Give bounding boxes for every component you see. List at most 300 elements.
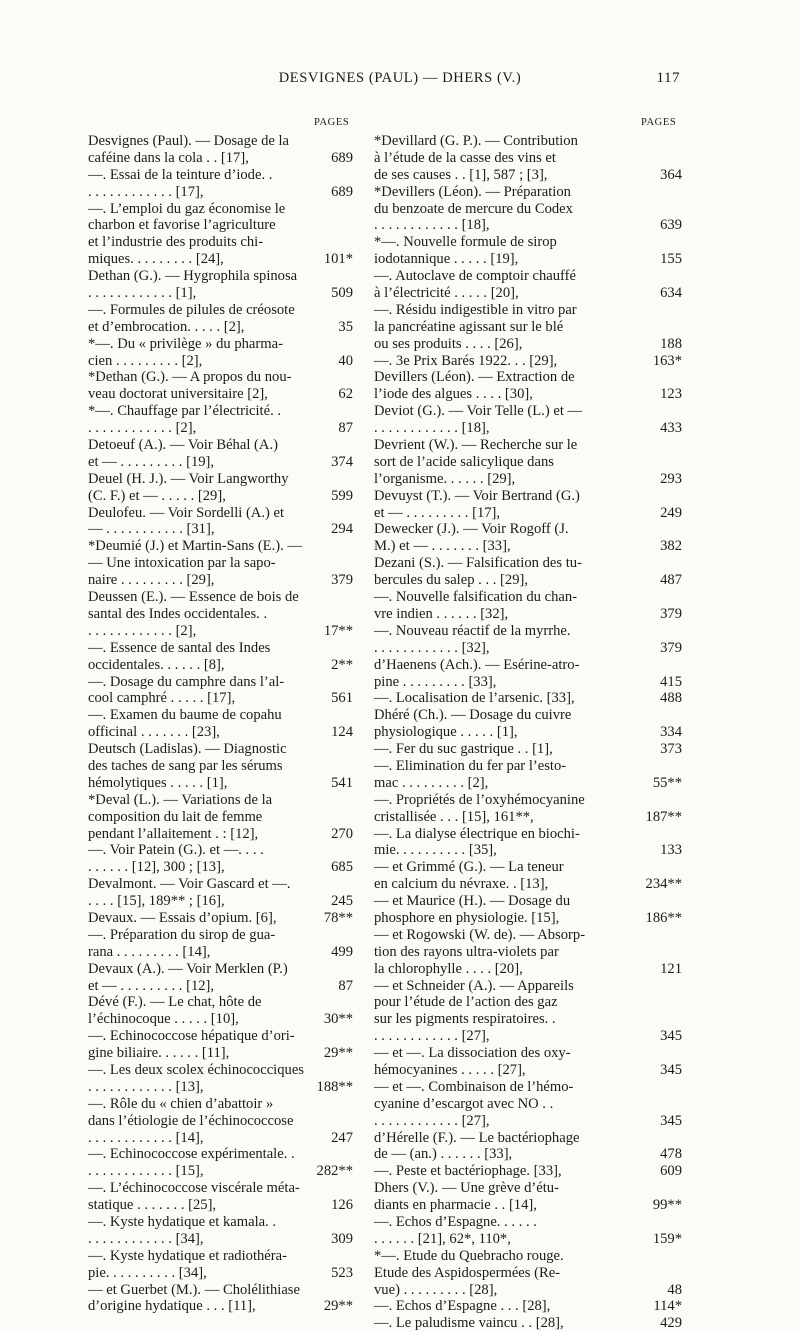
index-page-ref: 101* [323,251,353,268]
index-line [88,521,353,538]
index-page-ref: 379 [331,572,353,589]
index-entry-text: . . . . . . . . . . . . [18], [374,420,490,437]
index-entry-text: Etude des Aspidospermées (Re- [374,1264,561,1281]
index-entry-text: —. Fer du suc gastrique . . [1], [374,741,553,758]
index-entry-text: . . . . . . . . . . . . [27], [374,1028,490,1045]
index-entry-text: pour l’étude de l’action des gaz [374,994,558,1011]
index-entry-text: l’iode des algues . . . . [30], [374,386,533,403]
index-page-ref: 685 [331,859,353,876]
index-page-ref: 599 [331,487,353,504]
left-index-column [88,133,353,1315]
index-entry-text: mie. . . . . . . . . . [35], [374,842,497,859]
index-line [374,927,682,944]
index-line [88,1163,353,1180]
index-entry-text: — et —. La dissociation des oxy- [374,1045,571,1062]
index-page-ref: 373 [660,741,682,758]
index-entry-text: tion des rayons ultra-violets par [374,943,559,960]
index-page-ref: 488 [660,690,682,707]
index-entry-text: miques. . . . . . . . . [24], [88,251,224,268]
index-entry-text: . . . . . . . . . . . . [2], [88,622,197,639]
index-line [88,1265,353,1282]
index-line [88,910,353,927]
index-entry-text: —. Kyste hydatique et kamala. . [88,1214,277,1230]
index-line [374,1079,682,1096]
index-entry-text: . . . . . . [21], 62*, 110*, [374,1230,511,1247]
index-line [374,944,682,961]
index-line [374,454,682,471]
index-line [88,285,353,302]
index-page-ref: 541 [331,774,353,791]
right-index-column [374,133,682,1332]
index-line [374,217,682,234]
index-page-ref: 48 [667,1281,682,1298]
index-line [88,1028,353,1045]
index-page-ref: 87 [338,420,353,437]
index-entry-text: Devalmont. — Voir Gascard et —. [88,876,291,893]
index-entry-text: — et Rogowski (W. de). — Absorp- [374,926,586,943]
index-line [374,1214,682,1231]
index-entry-text: de ses causes . . [1], 587 ; [3], [374,166,548,183]
index-entry-text: cristallisée . . . [15], 161**, [374,808,534,825]
index-page-ref: 188 [660,335,682,352]
index-line [88,842,353,859]
index-page-ref: 2** [331,656,353,673]
index-entry-text: d’Haenens (Ach.). — Esérine-atro- [374,656,580,673]
index-entry-text: officinal . . . . . . . [23], [88,724,220,741]
index-page-ref: 99** [652,1197,682,1214]
index-page-ref: 126 [331,1197,353,1214]
index-line [374,724,682,741]
index-entry-text: . . . . . . . . . . . . [17], [88,183,204,200]
index-entry-text: Desvignes (Paul). — Dosage de la [88,133,290,149]
index-page-ref: 379 [660,639,682,656]
index-page-ref: 293 [660,470,682,487]
index-line [88,133,353,150]
index-line [88,1197,353,1214]
index-page-ref: 78** [323,909,353,926]
index-line [88,1282,353,1299]
index-line [88,589,353,606]
index-entry-text: hémolytiques . . . . . [1], [88,774,228,791]
index-line [374,978,682,995]
index-line [374,234,682,251]
index-page-ref: 364 [660,166,682,183]
index-entry-text: pendant l’allaitement . : [12], [88,825,259,842]
index-entry-text: Devaux. — Essais d’opium. [6], [88,909,277,926]
index-entry-text: —. Echos d’Espagne. . . . . . [374,1214,537,1230]
index-line [88,353,353,370]
index-page-ref: 499 [331,943,353,960]
index-line [374,674,682,691]
index-entry-text: en calcium du névraxe. . [13], [374,876,549,893]
index-entry-text: . . . . . . . . . . . . [13], [88,1078,204,1095]
index-entry-text: Dethan (G.). — Hygrophila spinosa [88,268,298,285]
index-entry-text: composition du lait de femme [88,808,263,825]
index-page-ref: 345 [660,1061,682,1078]
index-page-ref: 334 [660,724,682,741]
index-entry-text: caféine dans la cola . . [17], [88,149,249,166]
index-entry-text: gine biliaire. . . . . . [11], [88,1045,230,1062]
index-line [88,201,353,218]
index-entry-text: *—. Chauffage par l’électricité. . [88,403,282,420]
index-line [374,353,682,370]
index-entry-text: vue) . . . . . . . . . [28], [374,1281,498,1298]
index-entry-text: —. L’emploi du gaz économise le [88,200,286,217]
index-entry-text: la pancréatine agissant sur le blé [374,318,564,335]
index-entry-text: hémocyanines . . . . . [27], [374,1061,526,1078]
index-entry-text: pine . . . . . . . . . [33], [374,673,497,690]
index-entry-text: l’organisme. . . . . . [29], [374,470,516,487]
index-page-ref: 187** [645,808,682,825]
index-line [374,1045,682,1062]
index-page-ref: 124 [331,724,353,741]
index-line [374,437,682,454]
index-line [88,1062,353,1079]
index-line [88,1214,353,1231]
index-entry-text: pie. . . . . . . . . . [34], [88,1264,207,1281]
index-entry-text: bercules du salep . . . [29], [374,572,528,589]
index-line [374,690,682,707]
index-line [88,978,353,995]
index-line [374,420,682,437]
index-entry-text: . . . . . . . . . . . . [18], [374,217,490,234]
index-line [88,471,353,488]
index-page-ref: 155 [660,251,682,268]
index-line [88,386,353,403]
index-entry-text: —. Localisation de l’arsenic. [33], [374,690,575,707]
index-line [374,1062,682,1079]
index-entry-text: d’origine hydatique . . . [11], [88,1298,256,1315]
index-entry-text: rana . . . . . . . . . [14], [88,943,211,960]
index-line [374,1146,682,1163]
index-line [374,741,682,758]
index-entry-text: *—. Du « privilège » du pharma- [88,335,283,352]
index-line [88,1079,353,1096]
index-entry-text: Dhers (V.). — Une grève d’étu- [374,1180,559,1197]
index-page-ref: 17** [323,622,353,639]
index-page-ref: 249 [660,504,682,521]
index-line [88,707,353,724]
index-page-ref: 29** [323,1045,353,1062]
index-entry-text: —. 3e Prix Barés 1922. . . [29], [374,352,558,369]
index-line [374,640,682,657]
index-line [88,690,353,707]
index-line [88,555,353,572]
index-line [88,184,353,201]
index-line [88,859,353,876]
index-page-ref: 561 [331,690,353,707]
pages-label-right: PAGES [641,117,677,128]
index-line [374,1130,682,1147]
index-line [88,217,353,234]
index-entry-text: sur les pigments respiratoires. . [374,1011,556,1028]
index-line [374,792,682,809]
index-line [374,268,682,285]
index-entry-text: —. Rôle du « chien d’abattoir » [88,1095,274,1112]
index-page-ref: 429 [660,1315,682,1332]
index-entry-text: cien . . . . . . . . . [2], [88,352,203,369]
index-entry-text: d’Hérelle (F.). — Le bactériophage [374,1129,580,1146]
index-entry-text: —. Préparation du sirop de gua- [88,926,276,943]
index-page-ref: 133 [660,842,682,859]
index-entry-text: cool camphré . . . . . [17], [88,690,236,707]
index-page-ref: 639 [660,217,682,234]
index-page-ref: 163* [652,352,682,369]
index-line [88,826,353,843]
index-entry-text: Devrient (W.). — Recherche sur le [374,437,578,454]
index-line [88,1248,353,1265]
index-entry-text: Dhéré (Ch.). — Dosage du cuivre [374,707,572,724]
index-entry-text: . . . . . . . . . . . . [32], [374,639,490,656]
index-line [374,707,682,724]
index-page-ref: 40 [338,352,353,369]
index-entry-text: — et Guerbet (M.). — Cholélithiase [88,1281,300,1298]
index-page-ref: 379 [660,605,682,622]
index-line [374,167,682,184]
index-line [88,809,353,826]
index-entry-text: . . . . . . . . . . . . [1], [88,285,197,302]
index-page-ref: 234** [645,876,682,893]
index-entry-text: *Deumié (J.) et Martin-Sans (E.). — [88,538,302,555]
index-line [374,251,682,268]
index-line [88,961,353,978]
index-entry-text: Dezani (S.). — Falsification des tu- [374,555,582,572]
index-entry-text: Dévé (F.). — Le chat, hôte de [88,994,262,1011]
index-line [374,1282,682,1299]
index-entry-text: sort de l’acide salicylique dans [374,453,554,470]
index-line [374,623,682,640]
index-entry-text: Devillers (Léon). — Extraction de [374,369,575,386]
index-entry-text: —. Résidu indigestible in vitro par [374,301,577,318]
index-line [88,403,353,420]
index-line [374,488,682,505]
index-line [88,944,353,961]
index-line [374,403,682,420]
index-line [88,234,353,251]
index-entry-text: naire . . . . . . . . . [29], [88,572,215,589]
index-entry-text: . . . . . . [12], 300 ; [13], [88,859,225,876]
index-page-ref: 188** [316,1078,353,1095]
index-page-ref: 159* [652,1230,682,1247]
index-line [374,505,682,522]
index-page-ref: 634 [660,285,682,302]
index-line [374,302,682,319]
index-entry-text: et — . . . . . . . . . [12], [88,977,215,994]
index-page-ref: 309 [331,1230,353,1247]
index-line [374,589,682,606]
index-entry-text: —. Echos d’Espagne . . . [28], [374,1298,551,1315]
index-page-ref: 270 [331,825,353,842]
index-entry-text: la chlorophylle . . . . [20], [374,960,523,977]
index-entry-text: —. Examen du baume de copahu [88,707,282,724]
index-entry-text: *Devillers (Léon). — Préparation [374,183,571,200]
index-entry-text: (C. F.) et — . . . . . [29], [88,487,226,504]
index-entry-text: —. Peste et bactériophage. [33], [374,1163,562,1180]
index-line [374,775,682,792]
index-page-ref: 509 [331,285,353,302]
index-line [374,1028,682,1045]
index-entry-text: des taches de sang par les sérums [88,757,283,774]
index-line [88,1180,353,1197]
index-line [374,319,682,336]
index-entry-text: . . . . . . . . . . . . [15], [88,1163,204,1180]
index-entry-text: phosphore en physiologie. [15], [374,909,560,926]
index-line [374,369,682,386]
index-line [88,876,353,893]
index-entry-text: —. Formules de pilules de créosote [88,301,295,318]
index-line [374,386,682,403]
index-line [88,775,353,792]
index-page-ref: 415 [660,673,682,690]
pages-label-left: PAGES [314,117,350,128]
index-line [88,657,353,674]
index-page-ref: 609 [660,1163,682,1180]
index-line [88,454,353,471]
index-entry-text: à l’électricité . . . . . [20], [374,285,519,302]
index-page-ref: 186** [645,909,682,926]
index-line [374,184,682,201]
index-entry-text: . . . . . . . . . . . . [34], [88,1230,204,1247]
index-entry-text: *Dethan (G.). — A propos du nou- [88,369,292,386]
index-entry-text: —. La dialyse électrique en biochi- [374,825,580,842]
index-entry-text: et d’embrocation. . . . . [2], [88,318,245,335]
index-line [374,1197,682,1214]
index-entry-text: *—. Nouvelle formule de sirop [374,234,557,251]
index-entry-text: Devaux (A.). — Voir Merklen (P.) [88,960,288,977]
index-line [374,842,682,859]
index-line [88,268,353,285]
index-entry-text: du benzoate de mercure du Codex [374,200,573,217]
index-line [88,420,353,437]
index-line [374,521,682,538]
index-entry-text: et — . . . . . . . . . [19], [88,453,215,470]
index-entry-text: —. Essai de la teinture d’iode. . [88,166,273,183]
index-entry-text: dans l’étiologie de l’échinococcose [88,1112,294,1129]
index-line [374,1096,682,1113]
index-page-ref: 121 [660,960,682,977]
index-line [374,1011,682,1028]
index-line [88,369,353,386]
index-line [374,572,682,589]
index-page-ref: 382 [660,538,682,555]
index-entry-text: — et —. Combinaison de l’hémo- [374,1078,574,1095]
index-line [374,826,682,843]
index-line [88,336,353,353]
index-line [374,555,682,572]
index-line [88,994,353,1011]
index-line [88,741,353,758]
index-line [88,1130,353,1147]
index-entry-text: statique . . . . . . . [25], [88,1197,217,1214]
index-entry-text: *—. Etude du Quebracho rouge. [374,1247,564,1264]
index-line [374,657,682,674]
index-line [88,623,353,640]
index-line [374,910,682,927]
index-page-ref: 29** [323,1298,353,1315]
index-line [374,859,682,876]
index-line [88,1231,353,1248]
index-entry-text: ou ses produits . . . . [26], [374,335,523,352]
index-line [88,488,353,505]
index-line [374,150,682,167]
index-entry-text: Dewecker (J.). — Voir Rogoff (J. [374,521,569,538]
index-page-ref: 523 [331,1264,353,1281]
index-line [374,758,682,775]
index-line [374,1248,682,1265]
index-page-ref: 55** [652,774,682,791]
index-line [374,1315,682,1332]
index-entry-text: — et Schneider (A.). — Appareils [374,977,574,994]
index-entry-text: *Devillard (G. P.). — Contribution [374,133,578,149]
index-entry-text: à l’étude de la casse des vins et [374,149,556,166]
index-page-ref: 282** [316,1163,353,1180]
index-entry-text: physiologique . . . . . [1], [374,724,518,741]
index-page-ref: 487 [660,572,682,589]
index-line [374,876,682,893]
index-entry-text: cyanine d’escargot avec NO . . [374,1095,554,1112]
index-entry-text: Devuyst (T.). — Voir Bertrand (G.) [374,487,580,504]
index-line [374,201,682,218]
index-line [88,1146,353,1163]
running-header [0,70,800,92]
index-page-ref: 689 [331,149,353,166]
index-entry-text: —. Voir Patein (G.). et —. . . . [88,842,264,859]
index-entry-text: —. Essence de santal des Indes [88,639,271,656]
index-entry-text: —. Nouvelle falsification du chan- [374,589,578,606]
index-line [374,809,682,826]
index-entry-text: . . . . . . . . . . . . [27], [374,1112,490,1129]
index-line [88,437,353,454]
index-line [88,792,353,809]
index-entry-text: . . . . . . . . . . . . [2], [88,420,197,437]
index-line [88,724,353,741]
index-entry-text: — et Grimmé (G.). — La teneur [374,859,564,876]
index-entry-text: *Deval (L.). — Variations de la [88,791,273,808]
index-page-ref: 433 [660,420,682,437]
index-line [374,133,682,150]
index-line [374,336,682,353]
index-entry-text: Detoeuf (A.). — Voir Béhal (A.) [88,437,278,454]
index-entry-text: l’échinocoque . . . . . [10], [88,1011,239,1028]
index-entry-text: —. Dosage du camphre dans l’al- [88,673,285,690]
index-entry-text: — Une intoxication par la sapo- [88,555,276,572]
index-line [88,572,353,589]
index-page-ref: 374 [331,453,353,470]
index-entry-text: diants en pharmacie . . [14], [374,1197,537,1214]
index-entry-text: Deutsch (Ladislas). — Diagnostic [88,741,287,758]
index-entry-text: Deviot (G.). — Voir Telle (L.) et — [374,403,583,420]
index-entry-text: —. Les deux scolex échinococciques [88,1061,304,1078]
index-line [88,1045,353,1062]
index-entry-text: —. Echinococcose expérimentale. . [88,1146,295,1163]
index-entry-text: Deuel (H. J.). — Voir Langworthy [88,470,289,487]
index-line [88,1011,353,1028]
index-entry-text: Deussen (E.). — Essence de bois de [88,589,299,606]
index-line [374,961,682,978]
index-entry-text: veau doctorat universitaire [2], [88,386,268,403]
index-line [88,319,353,336]
index-line [374,538,682,555]
index-line [374,285,682,302]
index-line [374,1163,682,1180]
index-line [374,1265,682,1282]
index-entry-text: de — (an.) . . . . . . [33], [374,1146,513,1163]
index-line [374,1180,682,1197]
index-entry-text: occidentales. . . . . . [8], [88,656,225,673]
index-entry-text: vre indien . . . . . . [32], [374,605,509,622]
index-entry-text: Deulofeu. — Voir Sordelli (A.) et [88,504,285,521]
index-line [88,606,353,623]
